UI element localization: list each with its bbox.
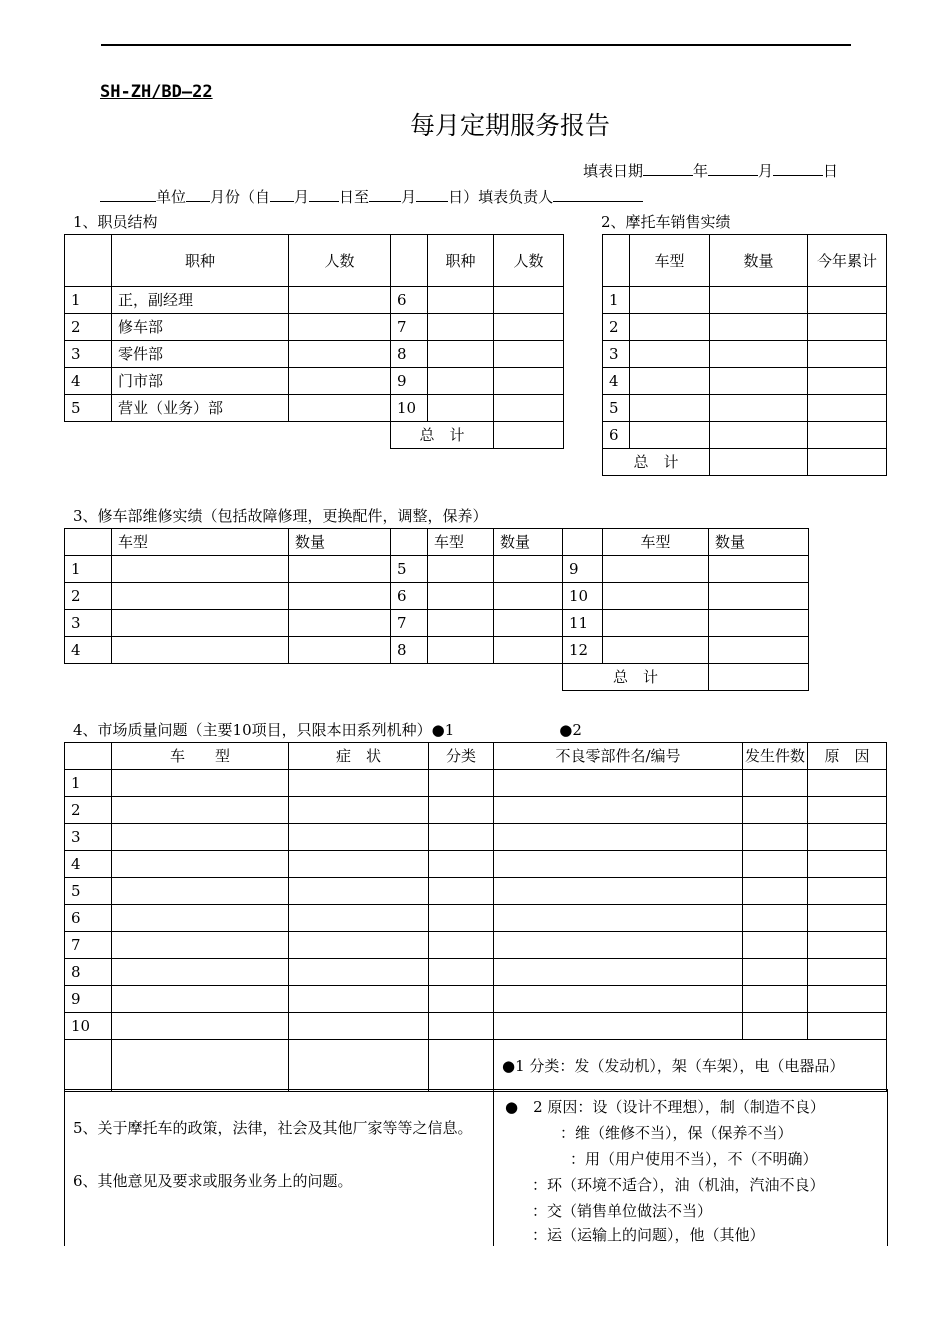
reason-note-line: ：运（运输上的问题），他（其他） <box>532 1226 765 1244</box>
count-cell[interactable] <box>743 770 808 797</box>
header-model: 车型 <box>630 235 710 287</box>
part-cell[interactable] <box>494 986 743 1013</box>
part-cell[interactable] <box>494 797 743 824</box>
row-no: 4 <box>65 637 112 664</box>
header-type: 职种 <box>112 235 289 287</box>
row-name: 正，副经理 <box>112 287 289 314</box>
category-cell[interactable] <box>429 770 494 797</box>
date-label: 填表日期 <box>583 162 644 180</box>
quality-table <box>64 742 887 1092</box>
day-blank[interactable] <box>773 161 823 176</box>
from-day-blank[interactable] <box>309 187 339 202</box>
section1-title: 1、职员结构 <box>73 213 158 231</box>
blank-cell <box>112 1040 289 1092</box>
header-qty: 数量 <box>709 529 809 556</box>
qty-cell[interactable] <box>710 422 808 449</box>
count-cell[interactable] <box>289 368 391 395</box>
row-no: 1 <box>65 556 112 583</box>
type-cell[interactable] <box>428 314 494 341</box>
header-blank <box>603 235 630 287</box>
header-blank <box>65 235 112 287</box>
row-no: 10 <box>391 395 428 422</box>
model-cell[interactable] <box>112 610 289 637</box>
reason-note-line: ：环（环境不适合），油（机油，汽油不良） <box>532 1176 825 1194</box>
qty-cell[interactable] <box>709 637 809 664</box>
qty-cell[interactable] <box>709 610 809 637</box>
model-cell[interactable] <box>112 878 289 905</box>
date-line <box>583 160 838 181</box>
model-cell[interactable] <box>112 851 289 878</box>
row-no: 2 <box>65 314 112 341</box>
reason-cell[interactable] <box>808 824 887 851</box>
row-no: 1 <box>603 287 630 314</box>
header-blank <box>563 529 603 556</box>
header-qty: 数量 <box>289 529 391 556</box>
model-cell[interactable] <box>428 583 494 610</box>
part-cell[interactable] <box>494 1013 743 1040</box>
symptom-cell[interactable] <box>289 824 429 851</box>
header-reason: 原 因 <box>808 743 887 770</box>
header-blank <box>391 529 428 556</box>
category-cell[interactable] <box>429 878 494 905</box>
row-no: 11 <box>563 610 603 637</box>
row-no: 5 <box>65 395 112 422</box>
count-cell[interactable] <box>743 1013 808 1040</box>
row-no: 2 <box>65 583 112 610</box>
responsible-blank[interactable] <box>553 187 643 202</box>
reason-cell[interactable] <box>808 770 887 797</box>
count-cell[interactable] <box>743 905 808 932</box>
category-cell[interactable] <box>429 959 494 986</box>
count-cell[interactable] <box>743 932 808 959</box>
header-blank <box>65 743 112 770</box>
blank-cell <box>65 1040 112 1092</box>
model-cell[interactable] <box>112 932 289 959</box>
model-cell[interactable] <box>112 1013 289 1040</box>
row-name: 营业（业务）部 <box>112 395 289 422</box>
total-label: 总 计 <box>391 422 494 449</box>
reason-cell[interactable] <box>808 851 887 878</box>
qty-cell[interactable] <box>709 583 809 610</box>
category-cell[interactable] <box>429 824 494 851</box>
qty-cell[interactable] <box>710 314 808 341</box>
year-label: 年 <box>693 162 709 180</box>
model-cell[interactable] <box>112 797 289 824</box>
symptom-cell[interactable] <box>289 932 429 959</box>
row-no: 12 <box>563 637 603 664</box>
count-cell[interactable] <box>743 851 808 878</box>
count-cell[interactable] <box>289 341 391 368</box>
total-label: 总 计 <box>563 664 709 691</box>
qty-cell[interactable] <box>710 287 808 314</box>
row-no: 1 <box>65 770 112 797</box>
header-part: 不良零部件名/编号 <box>494 743 743 770</box>
to-month-label: 月 <box>401 188 417 206</box>
row-no: 4 <box>65 851 112 878</box>
from-day-label: 日至 <box>339 188 370 206</box>
row-no: 8 <box>391 637 428 664</box>
reason-cell[interactable] <box>808 959 887 986</box>
model-cell[interactable] <box>603 583 709 610</box>
repair-table <box>64 528 809 691</box>
type-cell[interactable] <box>428 341 494 368</box>
model-cell[interactable] <box>630 395 710 422</box>
symptom-cell[interactable] <box>289 959 429 986</box>
month-period-blank[interactable] <box>186 187 210 202</box>
reason-note-line: ：维（维修不当），保（保养不当） <box>560 1124 793 1142</box>
model-cell[interactable] <box>112 770 289 797</box>
month-period-label: 月份（自 <box>210 188 271 206</box>
row-no: 6 <box>391 583 428 610</box>
model-cell[interactable] <box>603 637 709 664</box>
qty-cell[interactable] <box>710 395 808 422</box>
row-no: 7 <box>391 314 428 341</box>
unit-blank[interactable] <box>100 187 156 202</box>
row-no: 8 <box>391 341 428 368</box>
row-no: 10 <box>563 583 603 610</box>
page-title: 每月定期服务报告 <box>410 111 611 140</box>
day-label: 日 <box>823 162 839 180</box>
category-cell[interactable] <box>429 905 494 932</box>
header-symptom: 症 状 <box>289 743 429 770</box>
symptom-cell[interactable] <box>289 986 429 1013</box>
row-no: 3 <box>603 341 630 368</box>
sales-table <box>602 234 887 476</box>
part-cell[interactable] <box>494 959 743 986</box>
category-cell[interactable] <box>429 851 494 878</box>
row-name: 修车部 <box>112 314 289 341</box>
part-cell[interactable] <box>494 851 743 878</box>
count-cell[interactable] <box>743 797 808 824</box>
reason-cell[interactable] <box>808 905 887 932</box>
symptom-cell[interactable] <box>289 905 429 932</box>
count-cell[interactable] <box>743 986 808 1013</box>
section2-title: 2、摩托车销售实绩 <box>601 213 731 231</box>
qty-cell[interactable] <box>494 583 563 610</box>
section4-title: 4、市场质量问题（主要10项目，只限本田系列机种）●1 ●2 <box>73 721 582 739</box>
model-cell[interactable] <box>630 422 710 449</box>
total-cell[interactable] <box>494 422 564 449</box>
item5-text: 5、关于摩托车的政策，法律，社会及其他厂家等等之信息。 <box>73 1119 473 1137</box>
month-label: 月 <box>758 162 774 180</box>
year-blank[interactable] <box>643 161 693 176</box>
reason-note-line: ：交（销售单位做法不当） <box>532 1202 713 1220</box>
row-no: 6 <box>65 905 112 932</box>
staff-structure-table <box>64 234 564 449</box>
qty-cell[interactable] <box>709 556 809 583</box>
part-cell[interactable] <box>494 905 743 932</box>
model-cell[interactable] <box>603 610 709 637</box>
qty-cell[interactable] <box>494 637 563 664</box>
qty-cell[interactable] <box>289 637 391 664</box>
ytd-cell[interactable] <box>808 368 887 395</box>
count-cell[interactable] <box>494 395 564 422</box>
symptom-cell[interactable] <box>289 878 429 905</box>
row-no: 9 <box>65 986 112 1013</box>
model-cell[interactable] <box>428 637 494 664</box>
row-no: 1 <box>65 287 112 314</box>
qty-cell[interactable] <box>289 556 391 583</box>
total-cell[interactable] <box>709 664 809 691</box>
model-cell[interactable] <box>112 824 289 851</box>
reason-cell[interactable] <box>808 797 887 824</box>
to-day-blank[interactable] <box>416 187 448 202</box>
count-cell[interactable] <box>494 314 564 341</box>
row-no: 5 <box>603 395 630 422</box>
reason-cell[interactable] <box>808 932 887 959</box>
count-cell[interactable] <box>743 878 808 905</box>
model-cell[interactable] <box>428 610 494 637</box>
header-model: 车型 <box>603 529 709 556</box>
header-category: 分类 <box>429 743 494 770</box>
row-no: 3 <box>65 341 112 368</box>
model-cell[interactable] <box>603 556 709 583</box>
header-count: 发生件数 <box>743 743 808 770</box>
model-cell[interactable] <box>428 556 494 583</box>
model-cell[interactable] <box>630 368 710 395</box>
model-cell[interactable] <box>112 986 289 1013</box>
model-cell[interactable] <box>630 341 710 368</box>
qty-cell[interactable] <box>494 556 563 583</box>
count-cell[interactable] <box>494 287 564 314</box>
type-cell[interactable] <box>428 287 494 314</box>
from-month-blank[interactable] <box>270 187 294 202</box>
header-count: 人数 <box>289 235 391 287</box>
model-cell[interactable] <box>112 556 289 583</box>
row-name: 门市部 <box>112 368 289 395</box>
symptom-cell[interactable] <box>289 770 429 797</box>
row-no: 2 <box>65 797 112 824</box>
count-cell[interactable] <box>743 824 808 851</box>
row-no: 4 <box>603 368 630 395</box>
from-month-label: 月 <box>294 188 310 206</box>
month-blank[interactable] <box>708 161 758 176</box>
part-cell[interactable] <box>494 932 743 959</box>
header-ytd: 今年累计 <box>808 235 887 287</box>
part-cell[interactable] <box>494 878 743 905</box>
count-cell[interactable] <box>289 314 391 341</box>
row-no: 3 <box>65 824 112 851</box>
category-note: ●1 分类：发（发动机），架（车架），电（电器品） <box>494 1040 887 1092</box>
row-no: 7 <box>391 610 428 637</box>
qty-cell[interactable] <box>710 341 808 368</box>
ytd-cell[interactable] <box>808 422 887 449</box>
header-blank <box>65 529 112 556</box>
header-model: 车型 <box>112 529 289 556</box>
qty-cell[interactable] <box>494 610 563 637</box>
category-cell[interactable] <box>429 932 494 959</box>
model-cell[interactable] <box>630 287 710 314</box>
model-cell[interactable] <box>112 637 289 664</box>
reason-note-line: ：用（用户使用不当），不（不明确） <box>570 1150 818 1168</box>
info-line <box>100 186 643 207</box>
row-no: 5 <box>65 878 112 905</box>
to-day-label: 日）填表负责人 <box>448 188 554 206</box>
category-cell[interactable] <box>429 797 494 824</box>
header-qty: 数量 <box>710 235 808 287</box>
reason-note-line: ● 2 原因：设（设计不理想），制（制造不良） <box>505 1098 825 1116</box>
row-no: 4 <box>65 368 112 395</box>
count-cell[interactable] <box>289 395 391 422</box>
total-cell[interactable] <box>710 449 808 476</box>
row-name: 零件部 <box>112 341 289 368</box>
count-cell[interactable] <box>494 341 564 368</box>
blank-cell <box>289 1040 429 1092</box>
symptom-cell[interactable] <box>289 797 429 824</box>
doc-code: SH-ZH/BD—22 <box>100 82 213 102</box>
section3-title: 3、修车部维修实绩（包括故障修理，更换配件，调整，保养） <box>73 507 488 525</box>
symptom-cell[interactable] <box>289 1013 429 1040</box>
ytd-cell[interactable] <box>808 341 887 368</box>
count-cell[interactable] <box>289 287 391 314</box>
header-count: 人数 <box>494 235 564 287</box>
part-cell[interactable] <box>494 770 743 797</box>
top-rule <box>101 44 851 46</box>
ytd-cell[interactable] <box>808 314 887 341</box>
ytd-cell[interactable] <box>808 395 887 422</box>
row-no: 6 <box>603 422 630 449</box>
reason-cell[interactable] <box>808 1013 887 1040</box>
header-model: 车型 <box>428 529 494 556</box>
reason-cell[interactable] <box>808 986 887 1013</box>
item6-text: 6、其他意见及要求或服务业务上的问题。 <box>73 1172 353 1190</box>
count-cell[interactable] <box>743 959 808 986</box>
column-divider <box>493 1090 494 1246</box>
model-cell[interactable] <box>112 959 289 986</box>
count-cell[interactable] <box>494 368 564 395</box>
remarks-area <box>64 1089 888 1246</box>
total-label: 总 计 <box>603 449 710 476</box>
qty-cell[interactable] <box>710 368 808 395</box>
row-no: 2 <box>603 314 630 341</box>
symptom-cell[interactable] <box>289 851 429 878</box>
header-blank <box>391 235 428 287</box>
type-cell[interactable] <box>428 395 494 422</box>
row-no: 10 <box>65 1013 112 1040</box>
row-no: 9 <box>563 556 603 583</box>
row-no: 6 <box>391 287 428 314</box>
model-cell[interactable] <box>630 314 710 341</box>
row-no: 8 <box>65 959 112 986</box>
type-cell[interactable] <box>428 368 494 395</box>
row-no: 5 <box>391 556 428 583</box>
qty-cell[interactable] <box>289 583 391 610</box>
row-no: 9 <box>391 368 428 395</box>
total-ytd-cell[interactable] <box>808 449 887 476</box>
blank-cell <box>429 1040 494 1092</box>
model-cell[interactable] <box>112 905 289 932</box>
row-no: 3 <box>65 610 112 637</box>
reason-cell[interactable] <box>808 878 887 905</box>
row-no: 7 <box>65 932 112 959</box>
category-cell[interactable] <box>429 986 494 1013</box>
qty-cell[interactable] <box>289 610 391 637</box>
ytd-cell[interactable] <box>808 287 887 314</box>
header-type: 职种 <box>428 235 494 287</box>
part-cell[interactable] <box>494 824 743 851</box>
header-model: 车 型 <box>112 743 289 770</box>
to-month-blank[interactable] <box>369 187 401 202</box>
category-cell[interactable] <box>429 1013 494 1040</box>
header-qty: 数量 <box>494 529 563 556</box>
unit-label: 单位 <box>156 188 187 206</box>
model-cell[interactable] <box>112 583 289 610</box>
